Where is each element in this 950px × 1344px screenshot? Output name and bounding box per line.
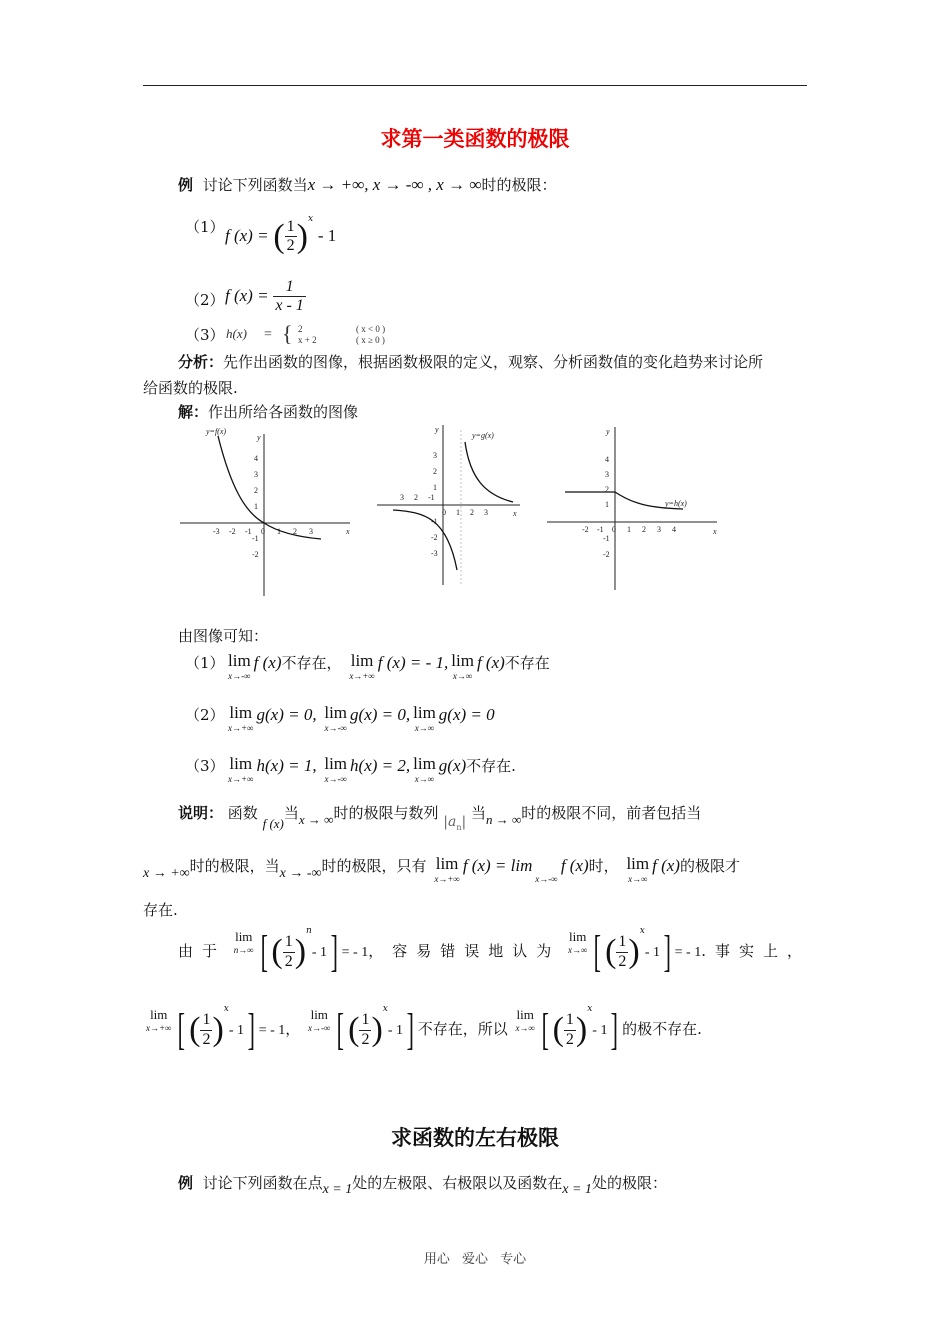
section2-example: 例 讨论下列函数在点x = 1处的左极限、右极限以及函数在x = 1处的极限： (178, 1174, 667, 1197)
result-row: （1） lim x→-∞ f (x)不存在， lim x→+∞ f (x) = - 1, lim x→∞ f (x)不存在 (185, 651, 550, 681)
tick-label: 3 (433, 451, 437, 460)
note-line2: x → +∞时的极限，当x → -∞时的极限，只有 lim x→+∞ f (x) = lim x→-∞ f (x)时， lim x→∞ f (x)的极限才 (143, 854, 740, 884)
tick-label: 3 (484, 508, 488, 517)
tick-label: 1 (605, 500, 609, 509)
svg-text:y: y (257, 433, 261, 442)
item-3-piecewise (226, 323, 466, 349)
tick-label: 3 (605, 470, 609, 479)
item-3-num: （3） (185, 326, 225, 344)
since-line: 由于 lim n→∞ [ ( $\frac{1}{2}$ )$^n$- 1] = - 1，容易错误地认为 lim x→∞ [ ( $\frac{1}{2}$ )$^x$- 1] = - 1.事实上， (178, 926, 811, 976)
svg-text:2: 2 (298, 324, 303, 334)
tick-label: 3 (657, 525, 661, 534)
tick-label: 3 (309, 527, 313, 536)
svg-text:y=h(x): y=h(x) (665, 499, 687, 508)
svg-text:-1: -1 (431, 517, 438, 526)
item-2-num: （2） (185, 291, 225, 309)
graph-h (545, 422, 725, 592)
tick-label: 2 (254, 486, 258, 495)
tick-label: 2 (605, 485, 609, 494)
tick-label: 0 (612, 525, 616, 534)
item-2-formula: f (x) = $\frac{1}{x - 1}$ (225, 278, 304, 315)
tick-label: 1 (277, 527, 281, 536)
tick-label: -2 (582, 525, 589, 534)
header-rule (143, 85, 807, 86)
tick-label: 3 (400, 493, 404, 502)
tick-label: 0 (442, 508, 446, 517)
tick-label: 1 (627, 525, 631, 534)
svg-text:( x ≥ 0 ): ( x ≥ 0 ) (356, 335, 385, 345)
item-1-formula: f (x) = ( $\frac{1}{2}$ )$^x$ - 1 (225, 214, 337, 255)
svg-text:y: y (606, 427, 610, 436)
tick-label: 2 (293, 527, 297, 536)
svg-text:-1: -1 (603, 534, 610, 543)
example-line (178, 174, 556, 195)
solution-text: 作出所给各函数的图像 (208, 403, 359, 421)
note-line3: 存在. (143, 901, 178, 919)
svg-text:{: { (282, 323, 293, 345)
example-label: 例 (178, 176, 194, 194)
svg-text:y=f(x): y=f(x) (206, 427, 227, 436)
svg-text:-2: -2 (431, 533, 438, 542)
note-line1: 说明： 函数 f (x)当x → ∞时的极限与数列 $|a_n|$ 当n → ∞时的极限不同，前者包括当 (178, 804, 702, 832)
analysis-label: 分析： (178, 353, 224, 371)
tick-label: 4 (254, 454, 258, 463)
svg-text:x: x (346, 527, 350, 536)
tick-label: 1 (456, 508, 460, 517)
section2-example-label: 例 (178, 1174, 194, 1192)
item-1-tail: - 1 (317, 225, 337, 245)
svg-text:x: x (713, 527, 717, 536)
tick-label: 2 (433, 467, 437, 476)
svg-text:y: y (435, 425, 439, 434)
tick-label: -1 (245, 527, 252, 536)
tick-label: 0 (261, 527, 265, 536)
result-row: （3） lim x→+∞ h(x) = 1, lim x→-∞ h(x) = 2, lim x→∞ g(x)不存在. (185, 754, 516, 784)
svg-text:=: = (264, 327, 272, 342)
svg-text:x: x (513, 509, 517, 518)
tick-label: 1 (433, 483, 437, 492)
analysis-line (178, 351, 763, 372)
svg-text:-1: -1 (252, 534, 259, 543)
analysis-line2: 给函数的极限. (143, 379, 238, 397)
example-limits: x → +∞, x → -∞ , x → ∞ (307, 175, 482, 194)
fact-line: lim x→+∞ [ ( $\frac{1}{2}$ )$^x$- 1] = - 1， lim x→-∞ [ ( $\frac{1}{2}$ )$^x$- 1] 不存在，所以 lim x→∞ [ ( $\frac{1}{2}$ )$^x$- 1] 的极不存在. (146, 1004, 702, 1054)
item-2-lhs: f (x) = (225, 285, 269, 305)
tick-label: -1 (428, 493, 435, 502)
tick-label: -1 (597, 525, 604, 534)
tick-label: -2 (229, 527, 236, 536)
section2-title: 求函数的左右极限 (391, 1126, 559, 1150)
svg-text:-3: -3 (431, 549, 438, 558)
graph-g (375, 420, 525, 590)
example-tail: 时的极限： (481, 176, 557, 194)
tick-label: -3 (213, 527, 220, 536)
example-text: 讨论下列函数当 (202, 176, 308, 194)
svg-text:-2: -2 (252, 550, 259, 559)
item-1-num: （1） (185, 218, 225, 236)
item-1-frac: $\frac{1}{2}$ (286, 218, 295, 255)
tick-label: 4 (672, 525, 676, 534)
solution-line (178, 401, 358, 422)
conclusion-intro: 由图像可知： (178, 627, 269, 645)
footer: 用心 爱心 专心 (423, 1252, 527, 1267)
note-label: 说明： (178, 804, 224, 822)
tick-label: 3 (254, 470, 258, 479)
tick-label: 2 (642, 525, 646, 534)
svg-text:x + 2: x + 2 (298, 335, 317, 345)
svg-text:y=g(x): y=g(x) (472, 431, 494, 440)
svg-text:( x < 0 ): ( x < 0 ) (356, 324, 386, 334)
svg-text:h(x): h(x) (226, 326, 247, 341)
tick-label: 2 (414, 493, 418, 502)
tick-label: 2 (470, 508, 474, 517)
graph-f (178, 424, 358, 599)
solution-label: 解： (178, 403, 209, 421)
tick-label: 1 (254, 502, 258, 511)
svg-text:-2: -2 (603, 550, 610, 559)
section1-title: 求第一类函数的极限 (380, 127, 570, 151)
tick-label: 4 (605, 455, 609, 464)
item-1-lhs: f (x) = (225, 225, 269, 245)
result-row: （2） lim x→+∞ g(x) = 0, lim x→-∞ g(x) = 0, lim x→∞ g(x) = 0 (185, 703, 495, 733)
analysis-text: 先作出函数的图像，根据函数极限的定义，观察、分析函数值的变化趋势来讨论所 (223, 353, 764, 371)
